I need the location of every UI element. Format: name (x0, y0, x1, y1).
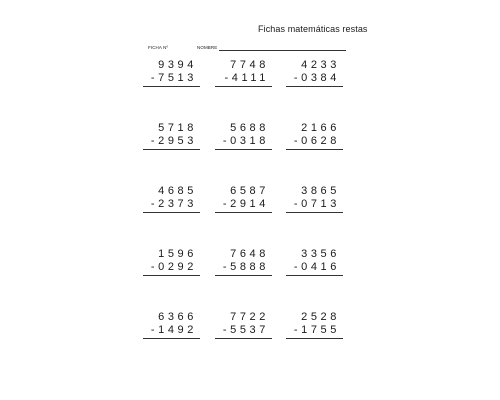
subtrahend: -5888 (222, 261, 269, 273)
answer-line[interactable] (143, 275, 200, 276)
subtrahend: -4111 (224, 72, 269, 84)
subtrahend: -2953 (150, 135, 197, 147)
subtraction-problem (283, 59, 343, 89)
minuend: 4233 (301, 59, 340, 71)
subtraction-problem (140, 185, 200, 215)
subtrahend: -2373 (150, 198, 197, 210)
subtrahend: -1492 (150, 324, 197, 336)
ficha-label: FICHA Nº (148, 45, 169, 50)
answer-line[interactable] (215, 338, 272, 339)
answer-line[interactable] (286, 149, 343, 150)
subtraction-problem (283, 311, 343, 341)
page-title: Fichas matemáticas restas (258, 24, 368, 34)
minuend: 3865 (301, 185, 340, 197)
minuend: 1596 (158, 248, 197, 260)
answer-line[interactable] (286, 86, 343, 87)
subtraction-problem (140, 59, 200, 89)
minuend: 6587 (230, 185, 269, 197)
answer-line[interactable] (286, 212, 343, 213)
minuend: 2528 (301, 311, 340, 323)
subtrahend: -0416 (293, 261, 340, 273)
subtraction-problem (140, 248, 200, 278)
minuend: 4685 (158, 185, 197, 197)
subtrahend: -0628 (293, 135, 340, 147)
minuend: 6366 (158, 311, 197, 323)
subtrahend: -0384 (293, 72, 340, 84)
answer-line[interactable] (215, 86, 272, 87)
subtrahend: -7513 (150, 72, 197, 84)
subtrahend: -2914 (222, 198, 269, 210)
subtrahend: -1755 (293, 324, 340, 336)
subtrahend: -0713 (293, 198, 340, 210)
nombre-label: NOMBRE (197, 45, 218, 50)
answer-line[interactable] (143, 86, 200, 87)
subtraction-problem (212, 311, 272, 341)
minuend: 9394 (158, 59, 197, 71)
minuend: 7648 (230, 248, 269, 260)
worksheet-header (148, 45, 346, 53)
subtrahend: -0318 (222, 135, 269, 147)
subtrahend: -0292 (150, 261, 197, 273)
subtraction-problem (212, 59, 272, 89)
nombre-blank-line[interactable] (219, 50, 346, 51)
minuend: 7748 (230, 59, 269, 71)
answer-line[interactable] (215, 275, 272, 276)
answer-line[interactable] (143, 212, 200, 213)
subtrahend: -5537 (222, 324, 269, 336)
subtraction-problem (212, 248, 272, 278)
subtraction-problem (283, 248, 343, 278)
minuend: 2166 (301, 122, 340, 134)
subtraction-problem (140, 311, 200, 341)
minuend: 3356 (301, 248, 340, 260)
subtraction-problem (283, 122, 343, 152)
minuend: 5688 (230, 122, 269, 134)
subtraction-problem (212, 185, 272, 215)
subtraction-problem (140, 122, 200, 152)
minuend: 7722 (230, 311, 269, 323)
answer-line[interactable] (143, 338, 200, 339)
answer-line[interactable] (215, 212, 272, 213)
answer-line[interactable] (286, 338, 343, 339)
answer-line[interactable] (286, 275, 343, 276)
answer-line[interactable] (215, 149, 272, 150)
answer-line[interactable] (143, 149, 200, 150)
subtraction-problem (283, 185, 343, 215)
minuend: 5718 (158, 122, 197, 134)
subtraction-problem (212, 122, 272, 152)
